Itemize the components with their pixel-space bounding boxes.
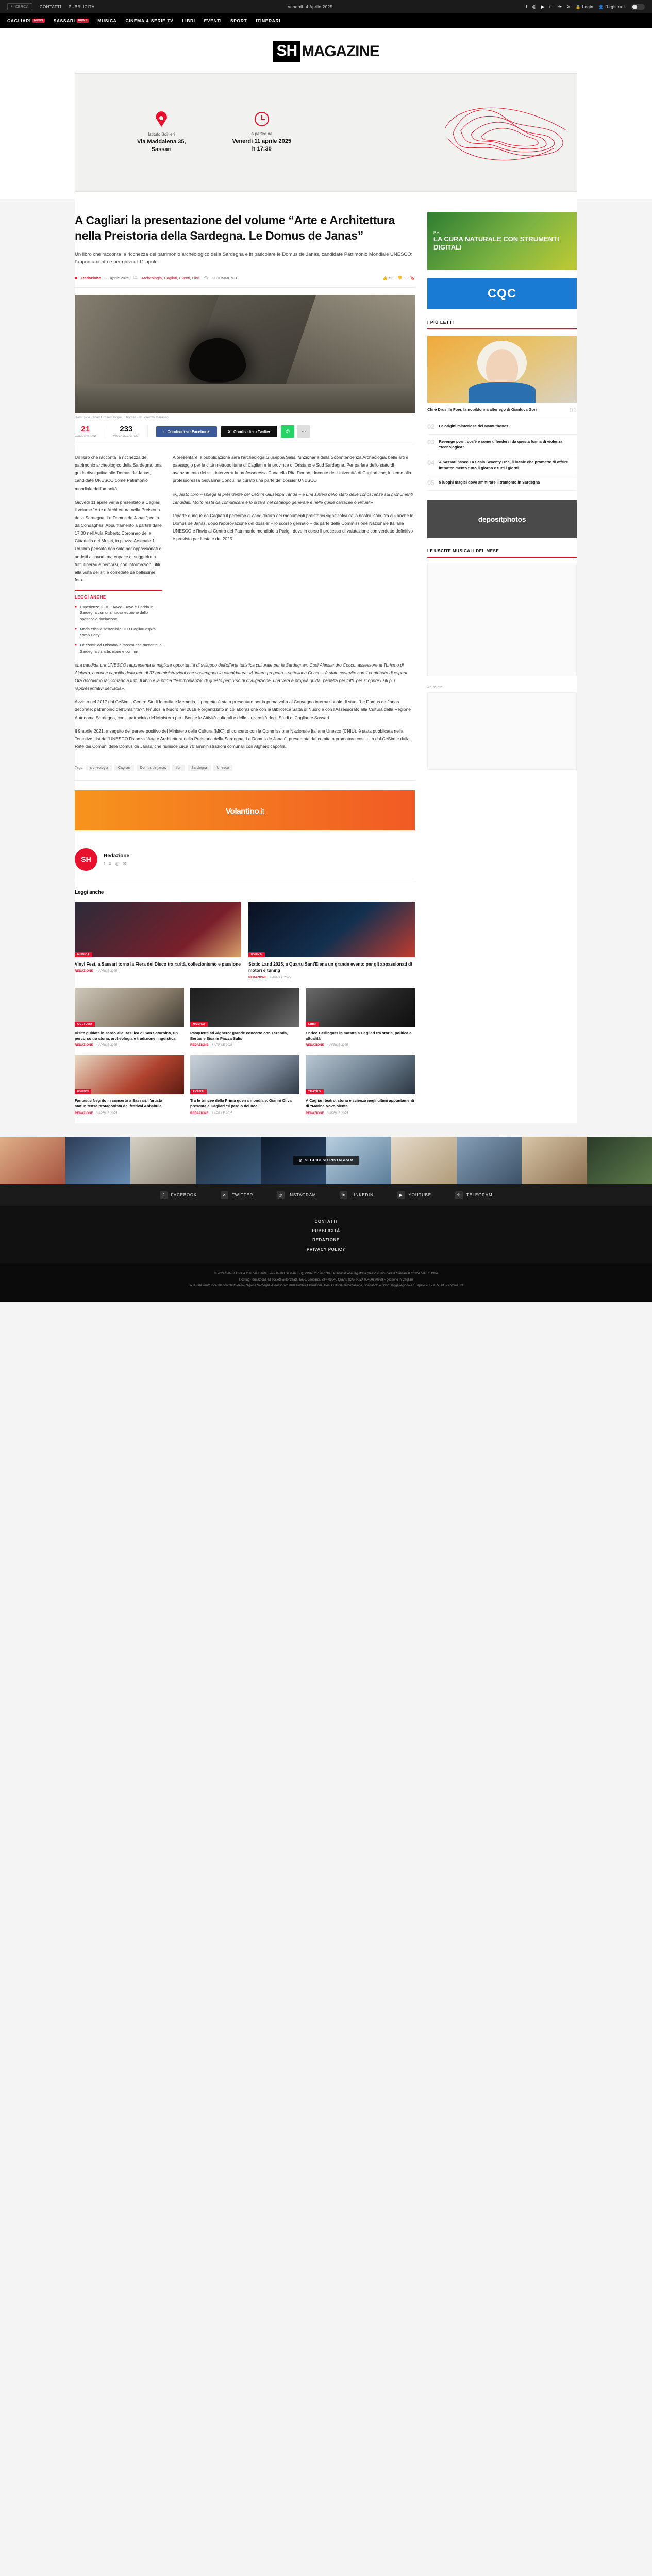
linkedin-icon[interactable]: in (549, 4, 554, 9)
search-input[interactable] (7, 3, 32, 10)
card-author: REDAZIONE (75, 970, 93, 973)
footer-link-pubblicita[interactable]: PUBBLICITÀ (312, 1228, 340, 1234)
card-date: 3 APRILE 2025 (327, 1112, 348, 1116)
most-read-title: I PIÙ LETTI (427, 320, 577, 329)
most-read-item[interactable] (427, 435, 577, 455)
instagram-follow-label: SEGUICI SU INSTAGRAM (305, 1158, 354, 1162)
sidebar-ad-line2: LA CURA NATURALE CON STRUMENTI DIGITALI (433, 235, 559, 251)
card-thumbnail (190, 1055, 299, 1094)
card-author: REDAZIONE (75, 1112, 93, 1116)
most-read-title-text: Revenge porn: cos'è e come difendersi da questa forma di violenza “tecnologica” (439, 439, 563, 450)
share-bar (75, 425, 415, 445)
instagram-icon: ◎ (277, 1191, 285, 1199)
article-body (75, 445, 415, 661)
sidebar-ad-depositphotos-label: depositphotos (478, 515, 526, 523)
card-title: Visite guidate in sardo alla Basilica di San Saturnino, un percorso tra storia, archeologia e tradizione linguistica (75, 1030, 178, 1041)
clock-icon (255, 112, 269, 126)
footer-legal (0, 1263, 652, 1302)
card-category: TEATRO (306, 1089, 324, 1094)
card-title: Vinyl Fest, a Sassari torna la Fiera del Disco tra rarità, collezionismo e passione (75, 961, 241, 967)
share-count-label: CONDIVISIONI (75, 435, 96, 438)
instagram-follow-badge[interactable] (293, 1156, 360, 1165)
card-date: 4 APRILE 2025 (270, 976, 291, 979)
utility-link-contatti[interactable]: CONTATTI (39, 4, 61, 9)
view-count-label: VISUALIZZAZIONI (113, 435, 140, 438)
like-button[interactable]: 👍 53 (382, 276, 394, 281)
sidebar-ad-depositphotos[interactable] (427, 500, 577, 538)
card-category: EVENTI (190, 1089, 207, 1094)
footer-linkedin-link[interactable] (340, 1191, 373, 1199)
hero-ground (75, 384, 415, 413)
login-button[interactable]: 🔒 Login (575, 4, 594, 9)
related-section-title: Leggi anche (75, 890, 104, 896)
article-paragraph-8: Il 9 aprile 2021, a seguito del parere positivo del Ministero della Cultura (MiC), di concerto con la Commissione Nazionale Italiana Unesco (CNIU), è stata pubblicata nella Tentative List dell'UNESCO l'istanza “Arte e Architettura nella Preistoria della Sardegna. Le Domus de Janas”, presentata dal comitato promotore costituito dal CeSim e dalla Rete dei Comuni delle Domus de Janas, che riunisce circa 70 amministrazioni comunali con Alghero capofila. (75, 728, 410, 749)
nav-item-sassari[interactable] (54, 18, 89, 23)
dislike-count: 1 (404, 276, 406, 281)
instagram-cell[interactable] (457, 1137, 522, 1184)
card-thumbnail (306, 988, 415, 1027)
most-read-rank: 03 (427, 438, 435, 446)
share-whatsapp-button[interactable] (281, 425, 294, 438)
card-title: Pasquetta ad Alghero: grande concerto con Tazenda, Bertas e Sisa in Piazza Sulis (190, 1030, 288, 1041)
ad-time-label: A partire da (251, 131, 273, 137)
youtube-icon: ▶ (397, 1191, 405, 1199)
comment-icon: 🗨 (203, 276, 209, 281)
card-thumbnail (306, 1055, 415, 1094)
card-meta (75, 1044, 184, 1047)
site-masthead (0, 28, 652, 73)
ad-venue-block (137, 111, 186, 154)
utility-bar (0, 0, 652, 13)
instagram-cell[interactable] (130, 1137, 196, 1184)
sidebar-ad-line1: Per (433, 231, 442, 235)
footer-legal-line-1: © 2024 SARDEGNA A.C.U. Via Dante, 8/a – 07100 Sassari (SS), P.IVA 02519670905. Pubblicazione registrata presso il Tribunale di Sassari al n° 324 del 8.1.1994 (214, 1272, 438, 1276)
footer-social-label: YOUTUBE (408, 1192, 431, 1198)
twitter-icon: ✕ (227, 429, 231, 434)
article-paragraph-2: Giovedì 11 aprile verrà presentato a Cagliari il volume “Arte e Architettura nella Preistoria della Sardegna. Le Domus de Janas”, edito da Condaghes. Appuntamento a partire dalle 17:00 nell'Aula Roberto Coronneo della Cittadella dei Musei, in piazza Arsenale 1. Un libro pensato non solo per appassionati o addetti ai lavori, ma capace di suggerire a tutti itinerari e percorsi, con informazioni utili alla vista dei siti e corredate da bellissime foto. (75, 499, 162, 583)
card-author: REDAZIONE (75, 1044, 93, 1048)
most-read-title-text: 5 luoghi magici dove ammirare il tramonto in Sardegna (439, 480, 540, 485)
share-count (75, 425, 105, 438)
article-author[interactable]: Redazione (81, 276, 101, 281)
site-logo[interactable] (273, 41, 379, 62)
card-category: MUSICA (190, 1022, 208, 1027)
nav-badge: NEWS (32, 19, 45, 23)
nav-label: MUSICA (97, 18, 117, 23)
facebook-icon: f (163, 429, 165, 434)
card-date: 4 APRILE 2025 (96, 970, 118, 973)
dark-mode-toggle[interactable] (631, 4, 645, 10)
footer-link-contatti[interactable]: CONTATTI (314, 1219, 338, 1224)
card-meta (75, 970, 241, 973)
ad-decorative-scribble (438, 74, 577, 191)
footer-social-label: INSTAGRAM (288, 1192, 316, 1198)
article-column (75, 212, 415, 1123)
related-link-item[interactable] (75, 626, 162, 638)
bullet-icon: ● (75, 605, 77, 609)
card-category: LIBRI (306, 1022, 319, 1027)
dislike-button[interactable]: 👎 1 (397, 276, 406, 281)
ad-venue-address-1: Via Maddalena 35, (137, 139, 186, 145)
register-button[interactable]: 👤 Registrati (598, 4, 625, 9)
card-title: Enrico Berlinguer in mostra a Cagliari tra storia, politica e attualità (306, 1030, 412, 1041)
instagram-cell[interactable] (196, 1137, 261, 1184)
sidebar-ad-natural-care[interactable] (427, 212, 577, 270)
card-meta (190, 1044, 299, 1047)
whatsapp-icon: ✆ (286, 428, 290, 434)
nav-item-eventi[interactable] (204, 18, 222, 23)
instagram-cell[interactable] (0, 1137, 65, 1184)
share-twitter-button[interactable] (221, 426, 277, 437)
most-read-title-text: A Sassari nasce La Scala Seventy One, il locale che promette di offrire intrattenimento tutto il giorno e tutti i giorni (439, 459, 569, 470)
footer-social-label: FACEBOOK (171, 1192, 197, 1198)
card-date: 3 APRILE 2025 (96, 1112, 118, 1116)
nav-item-musica[interactable] (97, 18, 116, 23)
card-thumbnail (190, 988, 299, 1027)
card-author: REDAZIONE (248, 976, 267, 979)
email-icon[interactable]: ✉ (122, 861, 126, 866)
card-author: REDAZIONE (306, 1112, 324, 1116)
article-paragraph-5: Riparte dunque da Cagliari il percorso di candidatura dei monumenti preistorici significativi della nostra isola, tra cui anche le Domus de Janas, dopo l'approvazione del dossier – lo scorso gennaio – da parte della Commissione Nazionale Italiana UNESCO e l'invio al Centro del Patrimonio mondiale a Parigi, dove in corso il processo di valutazione con verdetto definitivo è previsto per l'estate del 2025. (173, 512, 414, 542)
related-link-label: Esperienze D. M. : Awed, Dove è Dadda in Sardegna con una nuova edizione dello spettacolo rivelazione (80, 605, 154, 621)
card-title: Fantastic Negrito in concerto a Sassari: l'artista statunitense protagonista del festival Abbabula (75, 1098, 162, 1109)
nav-label: ITINERARI (256, 18, 281, 23)
related-small-cards-row-2 (75, 1055, 415, 1115)
page-title: A Cagliari la presentazione del volume “Arte e Architettura nella Preistoria della Sardegna. Le Domus de Janas” (75, 213, 395, 243)
nav-item-itinerari[interactable] (256, 18, 280, 23)
related-link-item[interactable] (75, 642, 162, 654)
uscite-musicali-title: LE USCITE MUSICALI DEL MESE (427, 549, 577, 558)
card-title: Tra le trincee della Prima guerra mondiale, Gianni Oliva presenta a Cagliari “Il perdio dei noci” (190, 1098, 292, 1109)
related-links-box (75, 590, 162, 654)
sidebar (427, 212, 577, 1123)
most-read-rank: 02 (427, 423, 435, 430)
footer-legal-line-2: Hosting: formazione e/t società autorizzata, Iva 6. Leopardi, 23 – 09045 Quartu (CA), P.IVA 03480220923 – gestione in Cagliari (239, 1278, 413, 1282)
instagram-icon: ◎ (298, 1159, 303, 1163)
search-placeholder: CERCA (15, 5, 29, 9)
instagram-cell[interactable] (391, 1137, 457, 1184)
footer-social-label: TELEGRAM (466, 1192, 493, 1198)
bullet-icon: ● (75, 643, 77, 647)
avatar: SH (75, 848, 97, 871)
nav-item-sport[interactable] (230, 18, 247, 23)
most-read-thumbnail (427, 336, 577, 403)
card-title: A Cagliari teatro, storia e scienza negli ultimi appuntamenti di “Marina Novololenta” (306, 1098, 414, 1109)
search-icon: ⌕ (11, 5, 13, 8)
share-twitter-label: Condividi su Twitter (233, 429, 271, 434)
adrotate-label: AdRotate (427, 686, 443, 689)
footer-youtube-link[interactable] (397, 1191, 431, 1199)
ad-venue-name: Istituto Boiliieri (148, 132, 175, 137)
nav-item-cagliari[interactable] (7, 18, 45, 23)
card-meta (306, 1044, 415, 1047)
share-facebook-button[interactable] (156, 426, 217, 437)
twitter-icon: ✕ (221, 1191, 228, 1199)
nav-label: SASSARI (53, 18, 75, 23)
card-author: REDAZIONE (190, 1044, 209, 1048)
bookmark-button[interactable]: 🔖 (410, 276, 415, 281)
footer-links (0, 1206, 652, 1263)
most-read-featured-title: Chi è Drusilla Foer, la nobildonna alter ego di Gianluca Gori (427, 407, 537, 412)
instagram-cell[interactable] (65, 1137, 131, 1184)
nav-label: CAGLIARI (7, 18, 31, 23)
like-count: 53 (389, 276, 394, 281)
youtube-icon[interactable]: ▶ (541, 4, 545, 9)
nav-label: CINEMA & SERIE TV (125, 18, 174, 23)
ad-time-hour: h 17:30 (252, 146, 272, 152)
bullet-icon: ● (75, 627, 77, 631)
article-paragraph-6: «La candidatura UNESCO rappresenta la migliore opportunità di sviluppo dell'offerta turistica culturale per la Sardegna». Così Alessandro Cocco, assessore al Turismo di Alghero, comune capofila della rete di 37 amministrazioni che sostengono la candidatura: «L'intero progetto – sottolinea Cocco – è stato costruito con il contributo di esperti. Ora dobbiamo raccontarlo a tutti. Il libro è la prima “testimonianza” di questo percorso di divulgazione, una vera e propria guida, perfetta per tutti, per scoprire i siti più rappresentativi dell'isola». (75, 662, 409, 691)
related-big-cards (75, 902, 415, 979)
footer-twitter-link[interactable] (221, 1191, 253, 1199)
list-item[interactable] (75, 1055, 184, 1115)
logo-mark: SH (273, 41, 300, 62)
leaderboard-ad[interactable] (75, 73, 577, 192)
card-meta (75, 1112, 184, 1115)
sidebar-ad-cqc[interactable] (427, 278, 577, 309)
list-item[interactable] (306, 988, 415, 1048)
related-links-title: LEGGI ANCHE (75, 595, 106, 600)
tag-chip[interactable]: Cagliari (114, 765, 134, 771)
card-date: 4 APRILE 2025 (96, 1044, 118, 1048)
most-read-title-text: Le origini misteriose dei Mamuthones (439, 424, 509, 428)
more-icon: ⋯ (301, 428, 306, 434)
map-pin-icon (156, 111, 167, 127)
share-count-number: 21 (81, 425, 90, 434)
card-category: MUSICA (75, 952, 92, 957)
instagram-strip (0, 1137, 652, 1184)
telegram-icon: ✈ (455, 1191, 463, 1199)
article-date: 11 Aprile 2025 (105, 276, 129, 281)
card-author: REDAZIONE (190, 1112, 209, 1116)
most-read-featured[interactable] (427, 336, 577, 419)
article-hero-image (75, 295, 415, 413)
article-comments[interactable]: 0 COMMENTI (212, 276, 237, 281)
volantino-word: Volantino (225, 807, 259, 817)
view-count-number: 233 (120, 425, 133, 434)
twitter-icon[interactable]: ✕ (566, 4, 571, 9)
folder-icon: 🗀 (133, 275, 138, 280)
tags-label: Tags: (75, 766, 83, 770)
instagram-icon[interactable]: ◎ (115, 861, 119, 866)
nav-label: EVENTI (204, 18, 222, 23)
main-navigation (0, 13, 652, 28)
card-date: 3 APRILE 2025 (211, 1112, 233, 1116)
related-link-label: Orizzonti: ad Oristano la mostra che racconta la Sardegna tra arte, mare e comfort (80, 643, 162, 654)
article-paragraph-4: «Questo libro – spiega la presidente del CeSim Giuseppa Tanda – è una sintesi dello stato delle conoscenze sui monumenti candidati. Molto resta da comunicare e lo si farà nel catalogo generale e nelle guide cartacee o virtuali» (173, 491, 413, 505)
sidebar-ad-cqc-label: CQC (487, 287, 517, 301)
page-content (75, 199, 577, 1123)
card-thumbnail (75, 902, 241, 957)
logo-wordmark: MAGAZINE (302, 43, 379, 60)
list-item[interactable] (75, 902, 241, 979)
card-meta (190, 1112, 299, 1115)
uscite-musicali-widget[interactable] (427, 563, 577, 676)
portrait-body (469, 382, 536, 403)
most-read-rank: 04 (427, 458, 435, 467)
facebook-icon[interactable]: f (104, 861, 105, 866)
footer-telegram-link[interactable] (455, 1191, 492, 1199)
card-date: 4 APRILE 2025 (327, 1044, 348, 1048)
article-categories[interactable]: Archeologia, Cagliari, Eventi, Libri (141, 276, 199, 281)
most-read-rank: 01 (569, 406, 577, 414)
most-read-rank: 05 (427, 479, 435, 487)
article-subtitle: Un libro che racconta la ricchezza del patrimonio archeologico della Sardegna e in paticolare le Domus de Janas, candidate Patrimonio Mondiale UNESCO: l'appuntamento è per giovedì 11 aprile (75, 251, 413, 265)
telegram-icon[interactable]: ✈ (558, 4, 562, 9)
article-paragraph-3: A presentare la pubblicazione sarà l'archeologa Giuseppa Salis, funzionaria della Soprintendenza Archeologia, belle arti e paesaggio per la città metropolitana di Cagliari e le province di Oristano e Sud Sardegna. Per parlare dello stato di avanzamento dei siti, interverrà la professoressa Donatella Rita Fiorino, docente dell'Università di Cagliari che, insieme alla professoressa Giovanna Concu, ha curato una parte del dossier UNESCO (173, 455, 411, 484)
ad-time-block (232, 112, 291, 153)
most-read-item[interactable] (427, 475, 577, 491)
list-item[interactable] (190, 988, 299, 1048)
author-name[interactable]: Redazione (104, 853, 130, 859)
volantino-suffix: .it (259, 807, 264, 817)
footer-social-label: TWITTER (232, 1192, 254, 1198)
most-read-item[interactable] (427, 419, 577, 435)
nav-label: SPORT (230, 18, 247, 23)
author-dot-icon (75, 277, 77, 279)
related-link-label: Moda etica e sostenibile: IED Cagliari ospita Swap Party (80, 626, 156, 638)
share-facebook-label: Condividi su Facebook (167, 429, 210, 434)
linkedin-icon: in (340, 1191, 347, 1199)
tag-list (75, 756, 415, 781)
footer-instagram-link[interactable] (277, 1191, 316, 1199)
list-item[interactable] (190, 1055, 299, 1115)
tag-chip[interactable]: libri (172, 765, 185, 771)
hero-image-caption: Domus de Janas Orosei/Dorgali, Thomas - © Lorenzo Marasso (75, 416, 169, 420)
author-card (75, 841, 415, 880)
related-small-cards-row-1 (75, 988, 415, 1048)
card-date: 4 APRILE 2025 (211, 1044, 233, 1048)
facebook-icon[interactable]: f (526, 4, 528, 9)
footer-social-bar (0, 1184, 652, 1206)
view-count (113, 425, 148, 438)
card-title: Static Land 2025, a Quartu Sant'Elena un grande evento per gli appassionati di motori e tuning (248, 961, 412, 973)
article-paragraph-1: Un libro che racconta la ricchezza del patrimonio archeologico della Sardegna, una guida divulgativa alle Domus de Janas, candidate UNESCO come Patrimonio mondiale dell'umanità. (75, 455, 162, 491)
list-item[interactable] (248, 902, 415, 979)
card-category: EVENTI (248, 952, 265, 957)
nav-label: LIBRI (182, 18, 195, 23)
related-link-item[interactable] (75, 604, 162, 622)
adrotate-widget[interactable] (427, 692, 577, 770)
nav-item-libri[interactable] (182, 18, 195, 23)
card-thumbnail (75, 1055, 184, 1094)
card-thumbnail (248, 902, 415, 957)
card-thumbnail (75, 988, 184, 1027)
card-meta (306, 1112, 415, 1115)
login-label: Login (582, 4, 594, 9)
footer-legal-line-3: La testata usufruisce del contributo della Regione Sardegna Assessorato della Pubblica Istruzione, Beni Culturali, Informazione, Spettacolo e Sport. legge regionale 13 aprile 2017 n. 5, art. 9 comma 13. (188, 1284, 464, 1287)
tag-chip[interactable]: Unesco (213, 765, 233, 771)
nav-item-cinema-serie-tv[interactable] (125, 18, 173, 23)
card-category: CULTURA (75, 1022, 95, 1027)
footer-facebook-link[interactable] (160, 1191, 197, 1199)
card-category: EVENTI (75, 1089, 91, 1094)
ad-venue-address-2: Sassari (151, 146, 172, 153)
tag-chip[interactable]: Domus de janas (137, 765, 170, 771)
article-paragraph-7: Avviato nel 2017 dal CeSim – Centro Studi Identità e Memoria, il progetto è stato presentato per la prima volta al Convegno internazionale di studi “Le Domus de Janas decorate: patrimonio dell'Umanità?”, tenutosi a Nuoro nel 2018 e organizzato in collaborazione con la Biblioteca Satta di Nuoro e con l'Assessorato alla Cultura della Regione Autonoma Sardegna, con il patrocinio del Ministero per i Beni e le Attività culturali e delle Università degli Studi di Cagliari e Sassari. (75, 699, 411, 720)
card-meta (248, 976, 415, 979)
card-author: REDAZIONE (306, 1044, 324, 1048)
leaderboard-ad-container (0, 73, 652, 199)
facebook-icon: f (160, 1191, 168, 1199)
tag-chip[interactable]: archeologia (86, 765, 112, 771)
register-label: Registrati (605, 4, 625, 9)
article-meta (75, 275, 415, 288)
instagram-icon[interactable]: ◎ (532, 4, 537, 9)
footer-link-privacy-policy[interactable]: PRIVACY POLICY (306, 1247, 346, 1252)
list-item[interactable] (306, 1055, 415, 1115)
current-date: venerdì, 4 Aprile 2025 (288, 4, 333, 9)
ad-time-date: Venerdì 11 aprile 2025 (232, 138, 291, 145)
volantino-banner-ad[interactable] (75, 790, 415, 830)
list-item[interactable] (75, 988, 184, 1048)
instagram-cell[interactable] (587, 1137, 652, 1184)
utility-link-pubblicita[interactable]: PUBBLICITÀ (68, 4, 95, 9)
twitter-icon[interactable]: ✕ (108, 861, 112, 866)
most-read-item[interactable] (427, 455, 577, 476)
instagram-cell[interactable] (522, 1137, 587, 1184)
share-more-button[interactable] (297, 425, 310, 438)
footer-link-redazione[interactable]: REDAZIONE (312, 1238, 340, 1243)
footer-social-label: LINKEDIN (351, 1192, 374, 1198)
nav-badge: NEWS (77, 19, 89, 23)
volantino-ad-text (226, 803, 264, 818)
tag-chip[interactable]: Sardegna (188, 765, 210, 771)
